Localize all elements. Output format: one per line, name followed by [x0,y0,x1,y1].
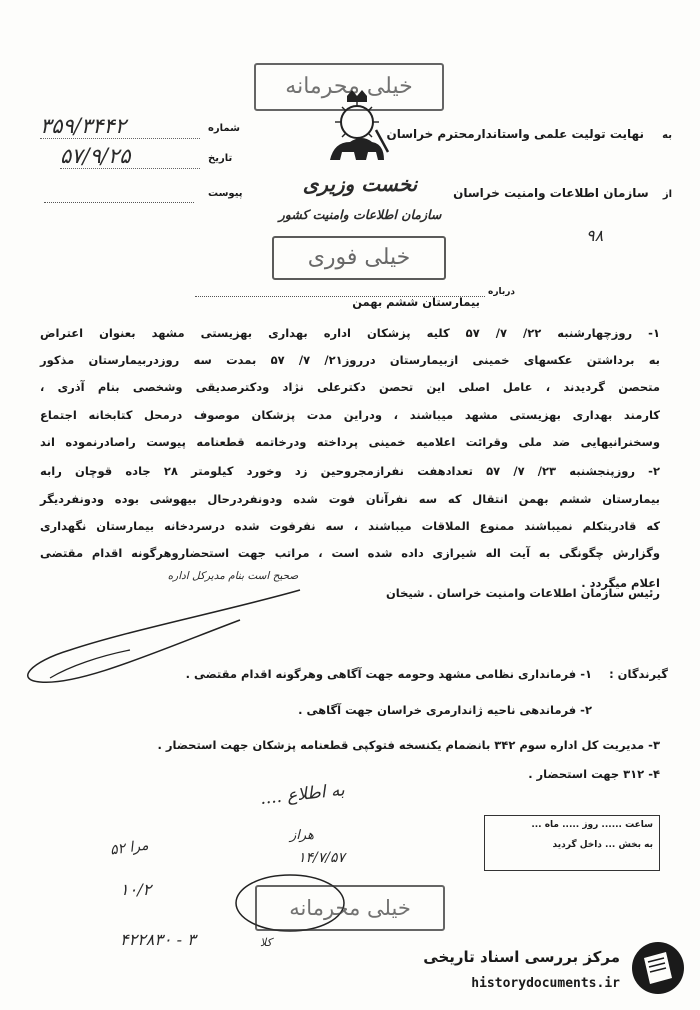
signature-handwritten: صحیح است بنام مدیرکل اداره [167,570,299,582]
handwritten-mid-2: ۱۴/۷/۵۷ [298,850,346,866]
footer-brand-url[interactable]: historydocuments.ir [471,976,620,991]
body-line: متحصن گردیدند ، عامل اصلی این تحصن دکترعلی نژاد ودکترصدیقی وشخصی بنام آذری ، [40,380,660,394]
received-stamp-line1: ساعت ...... روز ..... ماه ... [531,820,653,830]
footer-brand-name: مرکز بررسی اسناد تاریخی [423,948,620,966]
body-line: وگزارش چگونگی به آیت اله شیرازی داده شده است ، مراتب جهت استحضاروهرگونه اقدام مقتضی [40,546,660,560]
urgency-stamp: خیلی فوری [272,236,446,280]
handwritten-mid-1: هراز [290,828,314,843]
attachment-field [44,202,194,203]
signature-block: رئیس سازمان اطلاعات وامنیت خراسان . شیخان [385,586,660,600]
body-line: اعلام میگردد . [581,576,660,590]
body-line: به برداشتن عکسهای خمینی ازبیمارستان درروز۲۱/ ۷/ ۵۷ بمدت سه روزدربیمارستان مذکور [40,353,660,367]
handwritten-note: به اطلاع .... [259,780,346,809]
received-stamp [484,815,660,871]
body-line: که قادربتکلم نمیباشند ممنوع الملاقات میباشند ، سه نفرفوت شده درسردخانه بیمارستان نگهداری [40,519,660,533]
body-line: ۲- روزپنجشنبه ۲۳/ ۷/ ۵۷ تعدادهفت نفرازمجروحین زد وخورد کیلومتر ۲۸ جاده قوچان رابه [40,464,660,478]
body-line: کارمند بهداری بهزیستی مشهد میباشند ، ودراین مدت پزشکان موصوف درمحل کتابخانه اجتماع [40,408,660,422]
date-value: ۵۷/۹/۲۵ [60,144,200,169]
document-center-logo-icon [630,940,686,996]
classification-stamp-bottom: خیلی محرمانه [255,885,445,931]
office-name-line1: نخست وزیری [302,172,418,196]
body-line: ۱- روزچهارشنبه ۲۲/ ۷/ ۵۷ کلیه پزشکان اداره بهداری بهزیستی مشهد بعنوان اعتراض [40,326,660,340]
recipient-item: ۳- مدیریت کل اداره سوم ۳۴۲ بانضمام یکنسخه فتوکپی قطعنامه پزشکان جهت استحضار . [157,738,660,752]
subject: بیمارستان ششم بهمن [352,295,480,309]
to-text: نهایت تولیت علمی واستاندارمحترم خراسان [386,127,644,141]
margin-note: ۹۸ [586,226,604,245]
about-label: درباره [488,287,516,297]
received-stamp-line2: به بخش ... داخل گردید [552,840,653,850]
from-line: از سازمان اطلاعات وامنیت خراسان [453,186,672,200]
handwritten-left-3: ۴۲۲۸۳۰ - ۳ [120,930,196,949]
number-label: شماره [208,123,240,134]
date-label: تاریخ [208,153,233,164]
recipients-label: گیرندگان : [609,667,668,681]
recipient-item: ۴- ۳۱۲ جهت استحضار . [528,767,660,781]
from-text: سازمان اطلاعات وامنیت خراسان [453,186,649,200]
to-line: به نهایت تولیت علمی واستاندارمحترم خراسان [386,127,672,141]
handwritten-left-4: کلا [260,936,272,949]
body-line: بیمارستان ششم بهمن انتقال که سه نفرآنان فوت شده ودونفردرحال بیهوشی بوده ودونفردیگر [40,492,660,506]
recipient-item: ۲- فرماندهی ناحیه ژاندارمری خراسان جهت آگاهی . [298,703,592,717]
handwritten-left-2: ۱۰/۲ [120,880,152,899]
number-value: ۳۵۹/۳۴۴۲ [40,114,200,139]
body-line: وسخنرانیهایی ضد ملی وقرائت اعلامیه خمینی پرداخته ودرخاتمه قطعنامه پیوست راصادرنموده اند [40,435,660,449]
office-name-line2: سازمان اطلاعات وامنیت کشور [278,207,442,222]
handwritten-left-1: ۵۲ مرا [109,837,150,859]
classification-stamp-top: خیلی محرمانه [254,63,444,111]
footer-brand [400,918,700,1010]
recipient-item: ۱- فرمانداری نظامی مشهد وحومه جهت آگاهی وهرگونه اقدام مقتضی . [185,667,592,681]
attachment-label: پیوست [208,188,243,199]
